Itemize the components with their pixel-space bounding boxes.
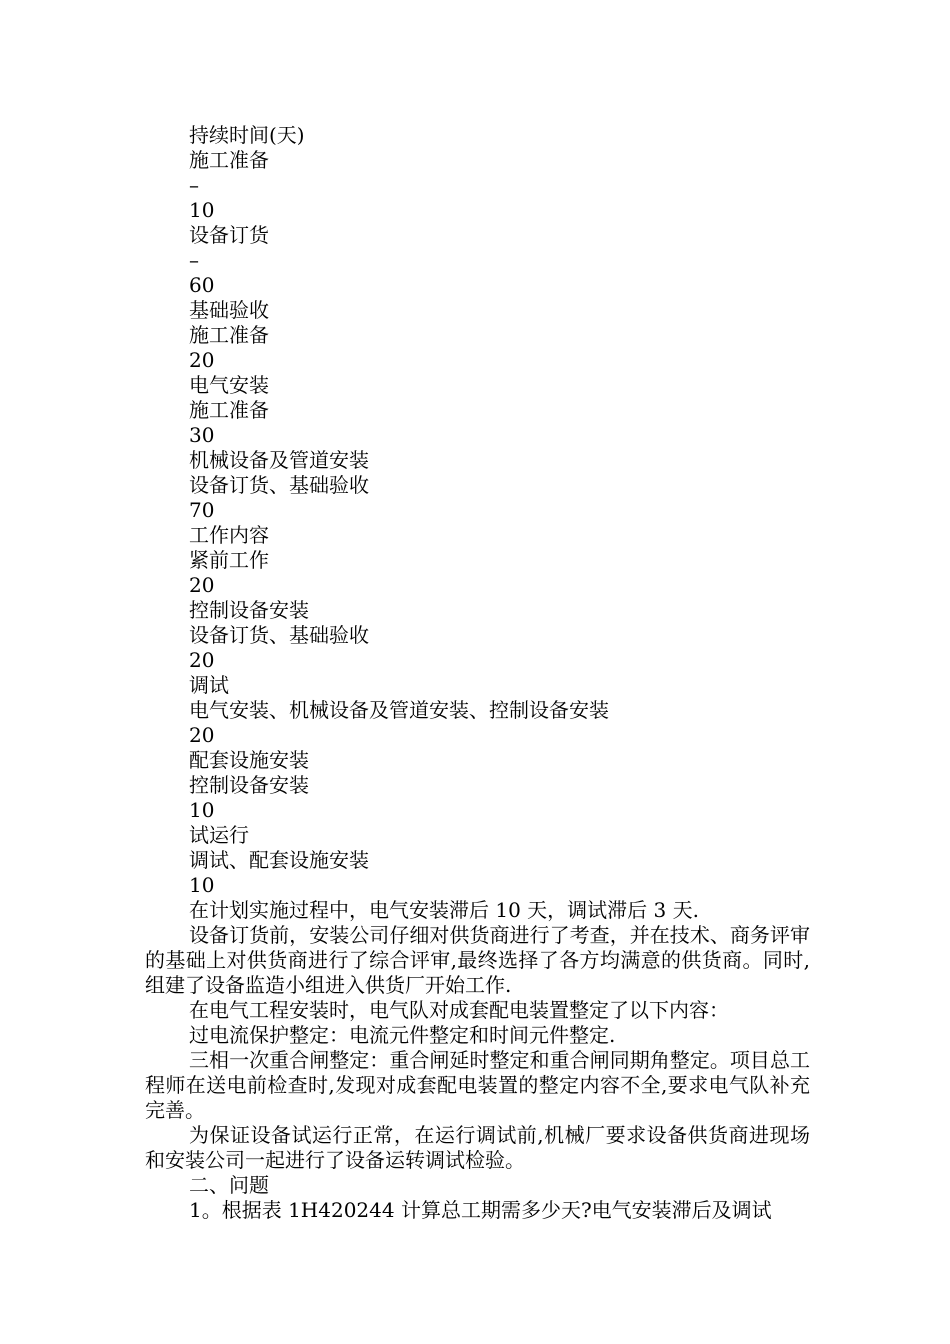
table-line: 20: [189, 573, 215, 597]
table-line: 30: [189, 423, 215, 447]
table-line: 调试、配套设施安装: [189, 848, 369, 872]
table-line: 控制设备安装: [189, 598, 309, 622]
table-line: 基础验收: [189, 298, 269, 322]
paragraph-supplier: 设备订货前，安装公司仔细对供货商进行了考查，并在技术、商务评审的基础上对供货商进行了综合评审,最终选择了各方均满意的供货商。同时,组建了设备监造小组进入供货厂开始工作.: [145, 923, 810, 997]
document-body: [145, 123, 810, 1223]
table-line: 持续时间(天): [189, 123, 305, 147]
table-line: 施工准备: [189, 398, 269, 422]
table-line: 机械设备及管道安装: [189, 448, 369, 472]
table-line: 60: [189, 273, 215, 297]
paragraph-delay: 在计划实施过程中，电气安装滞后 10 天，调试滞后 3 天.: [189, 898, 699, 922]
table-line: 设备订货、基础验收: [189, 473, 369, 497]
table-line: 电气安装: [189, 373, 269, 397]
table-line: –: [189, 173, 199, 197]
table-line: 试运行: [189, 823, 249, 847]
table-line: 20: [189, 648, 215, 672]
table-line: 10: [189, 798, 215, 822]
table-line: 70: [189, 498, 215, 522]
section-heading-questions: 二、问题: [189, 1173, 269, 1197]
paragraph-commissioning: 为保证设备试运行正常，在运行调试前,机械厂要求设备供货商进现场和安装公司一起进行了设备运转调试检验。: [145, 1123, 810, 1172]
table-line: 电气安装、机械设备及管道安装、控制设备安装: [189, 698, 609, 722]
paragraph-overcurrent: 过电流保护整定：电流元件整定和时间元件整定.: [189, 1023, 616, 1047]
table-line: 配套设施安装: [189, 748, 309, 772]
table-line: 设备订货、基础验收: [189, 623, 369, 647]
table-line: 施工准备: [189, 323, 269, 347]
paragraph-reclosing: 三相一次重合闸整定：重合闸延时整定和重合闸同期角整定。项目总工程师在送电前检查时,发现对成套配电装置的整定内容不全,要求电气队补充完善。: [145, 1048, 810, 1122]
table-line: 调试: [189, 673, 229, 697]
table-line: 设备订货: [189, 223, 269, 247]
table-line: 施工准备: [189, 148, 269, 172]
question-1: 1。根据表 1H420244 计算总工期需多少天?电气安装滞后及调试: [189, 1198, 772, 1222]
table-line: 10: [189, 873, 215, 897]
table-line: 紧前工作: [189, 548, 269, 572]
paragraph-electrical: 在电气工程安装时，电气队对成套配电装置整定了以下内容：: [189, 998, 729, 1022]
table-line: –: [189, 248, 199, 272]
table-line: 10: [189, 198, 215, 222]
table-line: 工作内容: [189, 523, 269, 547]
table-line: 控制设备安装: [189, 773, 309, 797]
table-line: 20: [189, 723, 215, 747]
table-line: 20: [189, 348, 215, 372]
work-table-lines: [145, 123, 810, 898]
